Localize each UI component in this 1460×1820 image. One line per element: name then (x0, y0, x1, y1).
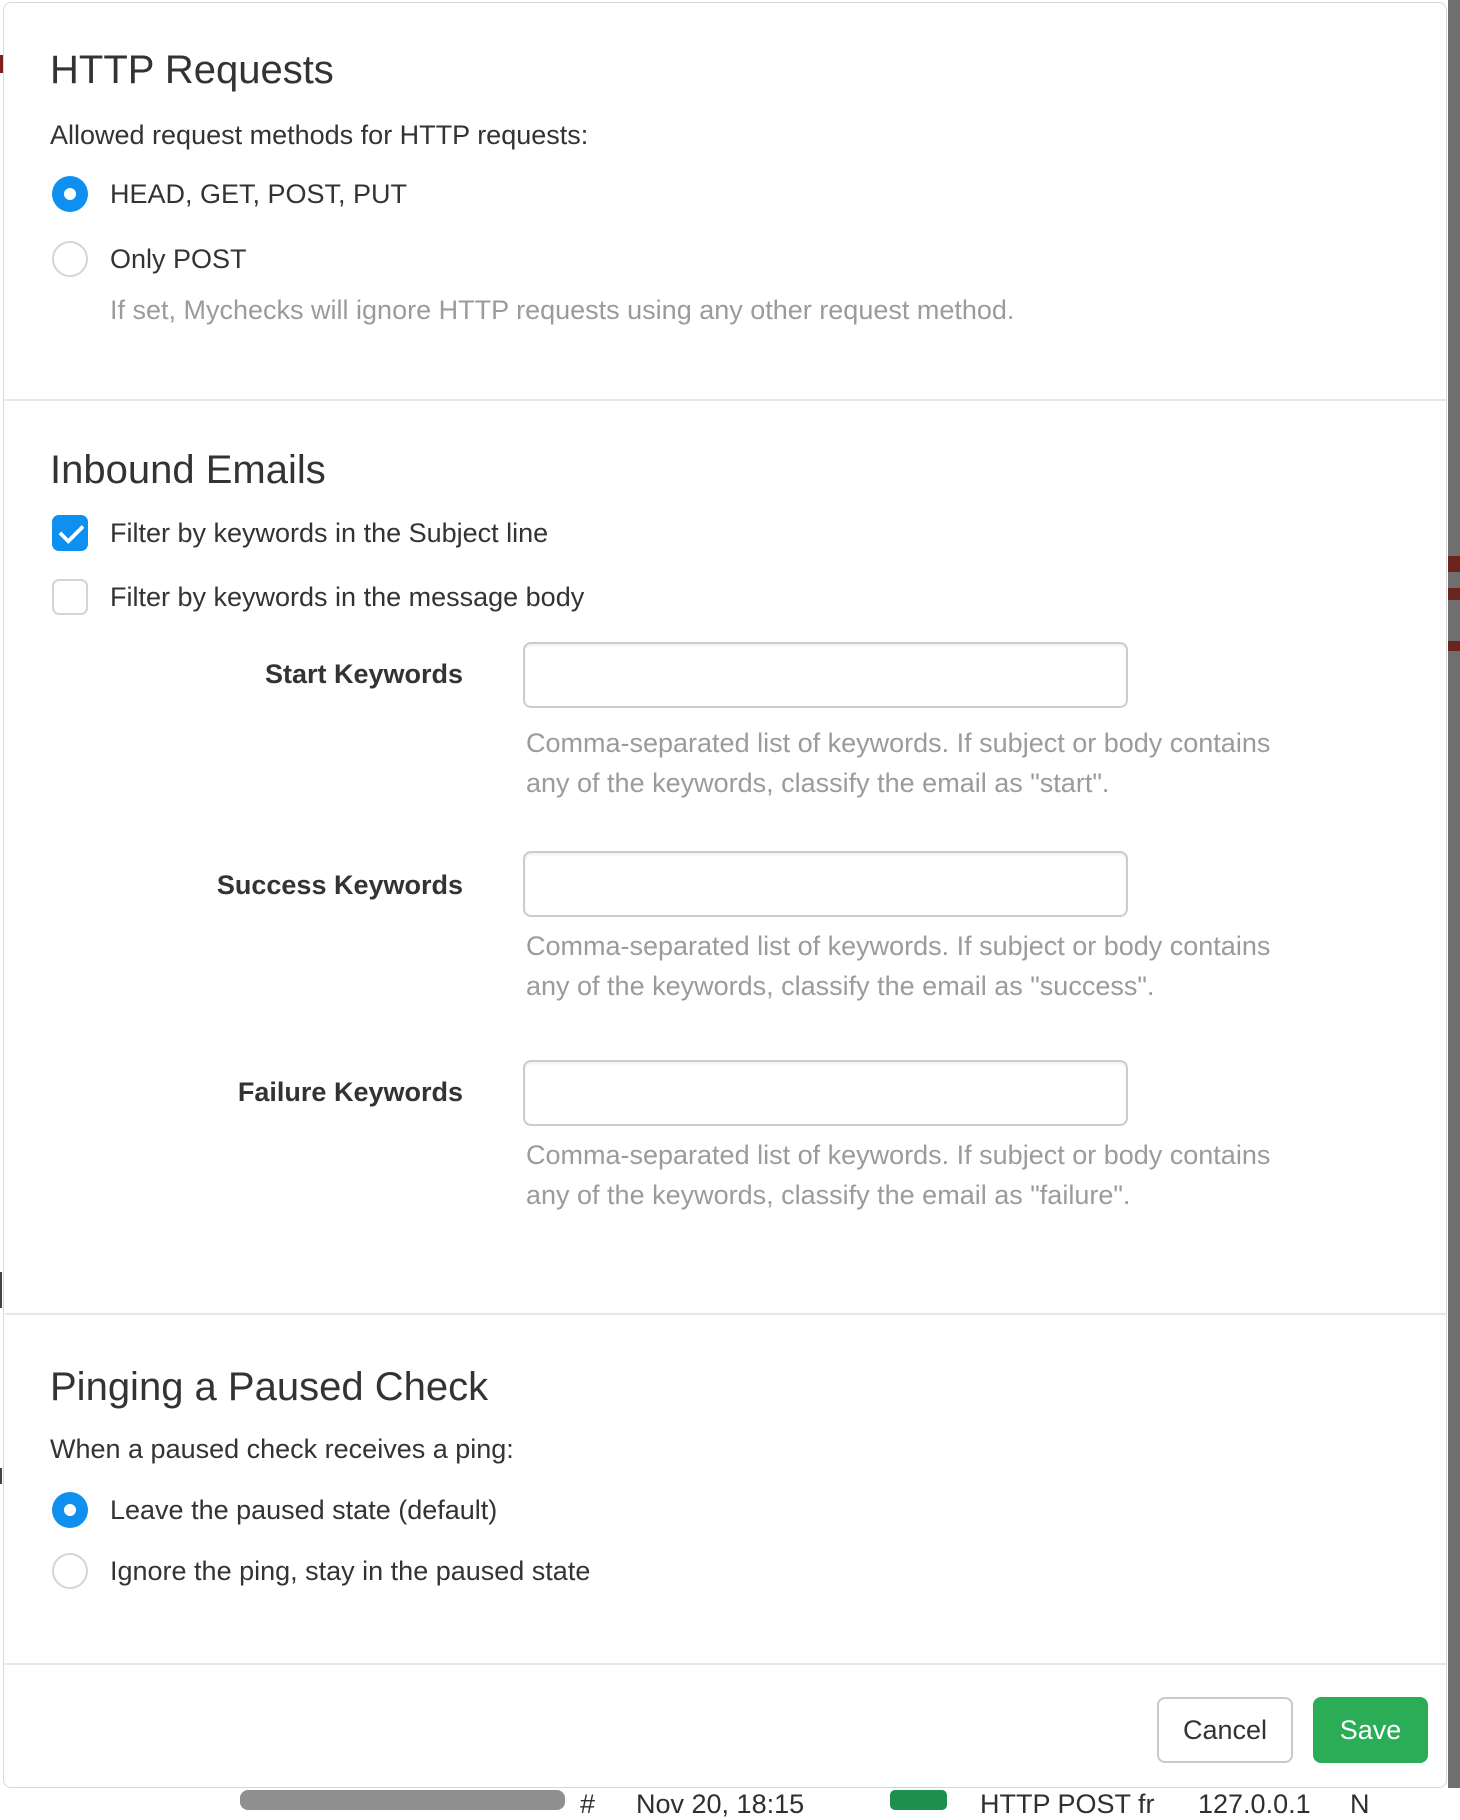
start-keywords-help: Comma-separated list of keywords. If subject or body contains any of the keywords, classify the email as "start". (526, 728, 1271, 798)
http-requests-heading: HTTP Requests (50, 48, 334, 92)
allowed-methods-text: Allowed request methods for HTTP requests: (50, 120, 589, 150)
left-edge-fragment (0, 1272, 2, 1308)
left-edge-fragment (0, 1468, 2, 1484)
bg-ip-fragment: 127.0.0.1 (1198, 1789, 1311, 1819)
scrollbar[interactable] (1448, 0, 1460, 1796)
radio-only-post-label: Only POST (110, 244, 247, 274)
checkbox-filter-subject-label: Filter by keywords in the Subject line (110, 518, 549, 548)
backdrop-red-fragment (1448, 588, 1460, 600)
save-button[interactable]: Save (1313, 1697, 1428, 1763)
success-keywords-label: Success Keywords (216, 870, 463, 900)
bg-extra-fragment: N (1350, 1789, 1370, 1819)
section-divider (5, 1313, 1446, 1315)
bg-timestamp-fragment: Nov 20, 18:15 (636, 1789, 805, 1819)
radio-ignore-ping[interactable] (52, 1553, 88, 1589)
radio-only-post[interactable] (52, 241, 88, 277)
radio-selected-dot-icon (64, 188, 76, 200)
success-keywords-input[interactable] (523, 851, 1128, 917)
failure-keywords-help: Comma-separated list of keywords. If subject or body contains any of the keywords, classify the email as "failure". (526, 1140, 1271, 1210)
only-post-help-text: If set, Mychecks will ignore HTTP requests using any other request method. (110, 295, 1015, 325)
background-table-row (0, 1788, 1460, 1819)
bg-status-badge (890, 1790, 947, 1810)
radio-head-get-post-put-label: HEAD, GET, POST, PUT (110, 179, 408, 209)
checkbox-filter-subject[interactable] (52, 515, 88, 551)
start-keywords-input[interactable] (523, 642, 1128, 708)
radio-head-get-post-put[interactable] (52, 176, 88, 212)
failure-keywords-input[interactable] (523, 1060, 1128, 1126)
start-keywords-label: Start Keywords (264, 659, 463, 689)
radio-selected-dot-icon (64, 1504, 76, 1516)
footer-divider (5, 1663, 1446, 1665)
section-divider (5, 399, 1446, 401)
backdrop-red-fragment (1448, 641, 1460, 651)
bg-hash-fragment: # (580, 1789, 596, 1819)
checkmark-icon (58, 518, 84, 544)
failure-keywords-label: Failure Keywords (237, 1077, 463, 1107)
checkbox-filter-body-label: Filter by keywords in the message body (110, 582, 585, 612)
backdrop-red-fragment (1448, 556, 1460, 572)
radio-ignore-ping-label: Ignore the ping, stay in the paused state (110, 1556, 591, 1586)
left-edge-fragment (0, 55, 3, 73)
checkbox-filter-body[interactable] (52, 579, 88, 615)
when-paused-text: When a paused check receives a ping: (50, 1434, 514, 1464)
cancel-button[interactable]: Cancel (1157, 1697, 1293, 1763)
radio-leave-paused[interactable] (52, 1492, 88, 1528)
pinging-paused-heading: Pinging a Paused Check (50, 1365, 489, 1409)
success-keywords-help: Comma-separated list of keywords. If subject or body contains any of the keywords, classify the email as "success". (526, 931, 1271, 1001)
radio-leave-paused-label: Leave the paused state (default) (110, 1495, 498, 1525)
background-gray-bar (240, 1790, 565, 1810)
inbound-emails-heading: Inbound Emails (50, 448, 326, 492)
bg-method-fragment: HTTP POST fr (980, 1789, 1155, 1819)
